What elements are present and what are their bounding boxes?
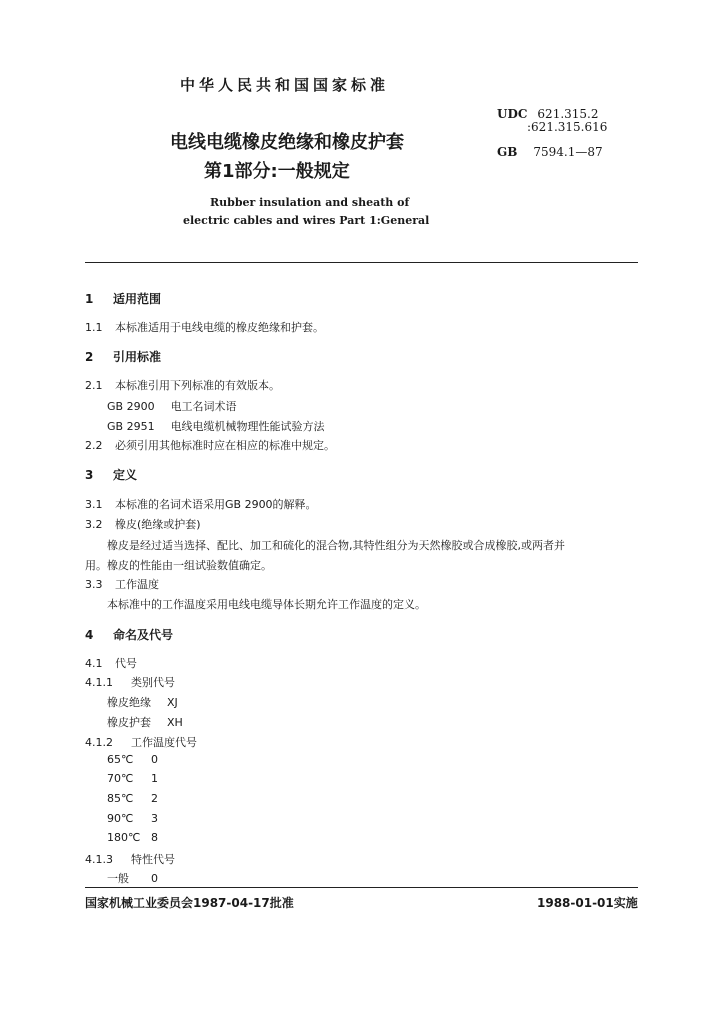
temp-value: 85℃ bbox=[107, 792, 134, 805]
characteristic-general bbox=[107, 870, 158, 886]
category-name: 橡皮绝缘 bbox=[107, 696, 151, 709]
temp-value: 70℃ bbox=[107, 772, 134, 785]
clause-3-3-body: 本标准中的工作温度采用电线电缆导体长期允许工作温度的定义。 bbox=[107, 598, 426, 611]
clause-number: 4.1 bbox=[85, 657, 103, 670]
implementation-date: 1988-01-01实施 bbox=[537, 896, 638, 910]
clause-1-1 bbox=[85, 319, 324, 335]
clause-number: 2.2 bbox=[85, 439, 103, 452]
temp-code: 8 bbox=[151, 831, 158, 844]
clause-3-2-body-line2: 用。橡皮的性能由一组试验数值确定。 bbox=[85, 559, 272, 572]
clause-text: 特性代号 bbox=[131, 853, 175, 866]
header-divider bbox=[85, 262, 638, 263]
clause-4-1-1 bbox=[85, 674, 175, 690]
clause-number: 3.1 bbox=[85, 498, 103, 511]
clause-3-3 bbox=[85, 576, 159, 592]
clause-3-2-body-line1: 橡皮是经过适当选择、配比、加工和硫化的混合物,其特性组分为天然橡胶或合成橡胶,或两者并 bbox=[107, 539, 565, 552]
clause-2-2 bbox=[85, 437, 335, 453]
udc-code bbox=[497, 108, 599, 120]
section-number: 4 bbox=[85, 628, 94, 642]
section-title: 引用标准 bbox=[113, 350, 162, 364]
clause-4-1-3 bbox=[85, 851, 175, 867]
gb-label: GB bbox=[497, 145, 518, 159]
section-title: 定义 bbox=[113, 468, 138, 482]
clause-3-2 bbox=[85, 516, 201, 532]
title-zh-line1: 电线电缆橡皮绝缘和橡皮护套 bbox=[170, 132, 404, 153]
clause-text: 本标准的名词术语采用GB 2900的解释。 bbox=[115, 498, 317, 511]
clause-text: 代号 bbox=[115, 657, 137, 670]
reference-gb2951 bbox=[107, 418, 325, 434]
temp-row-85 bbox=[107, 792, 158, 805]
clause-text: 本标准适用于电线电缆的橡皮绝缘和护套。 bbox=[115, 321, 324, 334]
title-en-line1: Rubber insulation and sheath of bbox=[210, 196, 410, 209]
temp-value: 180℃ bbox=[107, 831, 141, 844]
title-en-line2: electric cables and wires Part 1:General bbox=[183, 214, 430, 227]
temp-value: 90℃ bbox=[107, 812, 134, 825]
clause-text: 类别代号 bbox=[131, 676, 175, 689]
udc-line1: 621.315.2 bbox=[537, 107, 599, 121]
category-code: XH bbox=[167, 716, 183, 729]
category-code: XJ bbox=[167, 696, 178, 709]
reference-name: 电工名词术语 bbox=[170, 400, 237, 413]
clause-text: 必须引用其他标准时应在相应的标准中规定。 bbox=[115, 439, 335, 452]
section-3-heading bbox=[85, 466, 137, 483]
temp-row-90 bbox=[107, 812, 158, 825]
clause-4-1-2 bbox=[85, 734, 197, 750]
section-number: 3 bbox=[85, 468, 94, 482]
category-insulation bbox=[107, 694, 178, 710]
clause-number: 4.1.2 bbox=[85, 736, 113, 749]
temp-row-70 bbox=[107, 772, 158, 785]
clause-number: 2.1 bbox=[85, 379, 103, 392]
characteristic-code: 0 bbox=[151, 872, 158, 885]
temp-code: 1 bbox=[151, 772, 158, 785]
approval-statement: 国家机械工业委员会1987-04-17批准 bbox=[85, 896, 294, 910]
clause-text: 工作温度代号 bbox=[131, 736, 197, 749]
temp-code: 0 bbox=[151, 753, 158, 766]
clause-2-1 bbox=[85, 377, 280, 393]
section-title: 命名及代号 bbox=[113, 628, 174, 642]
section-4-heading bbox=[85, 626, 173, 643]
reference-gb2900 bbox=[107, 398, 237, 414]
section-1-heading bbox=[85, 290, 161, 307]
udc-line2: :621.315.616 bbox=[527, 120, 608, 134]
reference-code: GB 2900 bbox=[107, 400, 155, 413]
clause-number: 4.1.3 bbox=[85, 853, 113, 866]
national-standard-header: 中华人民共和国国家标准 bbox=[180, 76, 390, 94]
category-sheath bbox=[107, 714, 183, 730]
characteristic-name: 一般 bbox=[107, 872, 129, 885]
section-number: 2 bbox=[85, 350, 94, 364]
clause-number: 3.3 bbox=[85, 578, 103, 591]
section-title: 适用范围 bbox=[113, 292, 162, 306]
section-number: 1 bbox=[85, 292, 94, 306]
clause-3-1 bbox=[85, 496, 317, 512]
clause-number: 3.2 bbox=[85, 518, 103, 531]
clause-4-1 bbox=[85, 655, 137, 671]
temp-row-180 bbox=[107, 831, 158, 844]
gb-code bbox=[497, 145, 603, 159]
reference-name: 电线电缆机械物理性能试验方法 bbox=[170, 420, 325, 433]
udc-label: UDC bbox=[497, 107, 528, 121]
temp-code: 3 bbox=[151, 812, 158, 825]
temp-code: 2 bbox=[151, 792, 158, 805]
title-zh-line2: 第1部分:一般规定 bbox=[204, 161, 350, 182]
section-2-heading bbox=[85, 348, 161, 365]
clause-text: 本标准引用下列标准的有效版本。 bbox=[115, 379, 280, 392]
clause-text: 工作温度 bbox=[115, 578, 159, 591]
reference-code: GB 2951 bbox=[107, 420, 155, 433]
category-name: 橡皮护套 bbox=[107, 716, 151, 729]
temp-row-65 bbox=[107, 753, 158, 766]
clause-number: 4.1.1 bbox=[85, 676, 113, 689]
temp-value: 65℃ bbox=[107, 753, 134, 766]
clause-number: 1.1 bbox=[85, 321, 103, 334]
gb-number: 7594.1—87 bbox=[533, 145, 603, 159]
footer-divider bbox=[85, 887, 638, 888]
clause-text: 橡皮(绝缘或护套) bbox=[115, 518, 201, 531]
